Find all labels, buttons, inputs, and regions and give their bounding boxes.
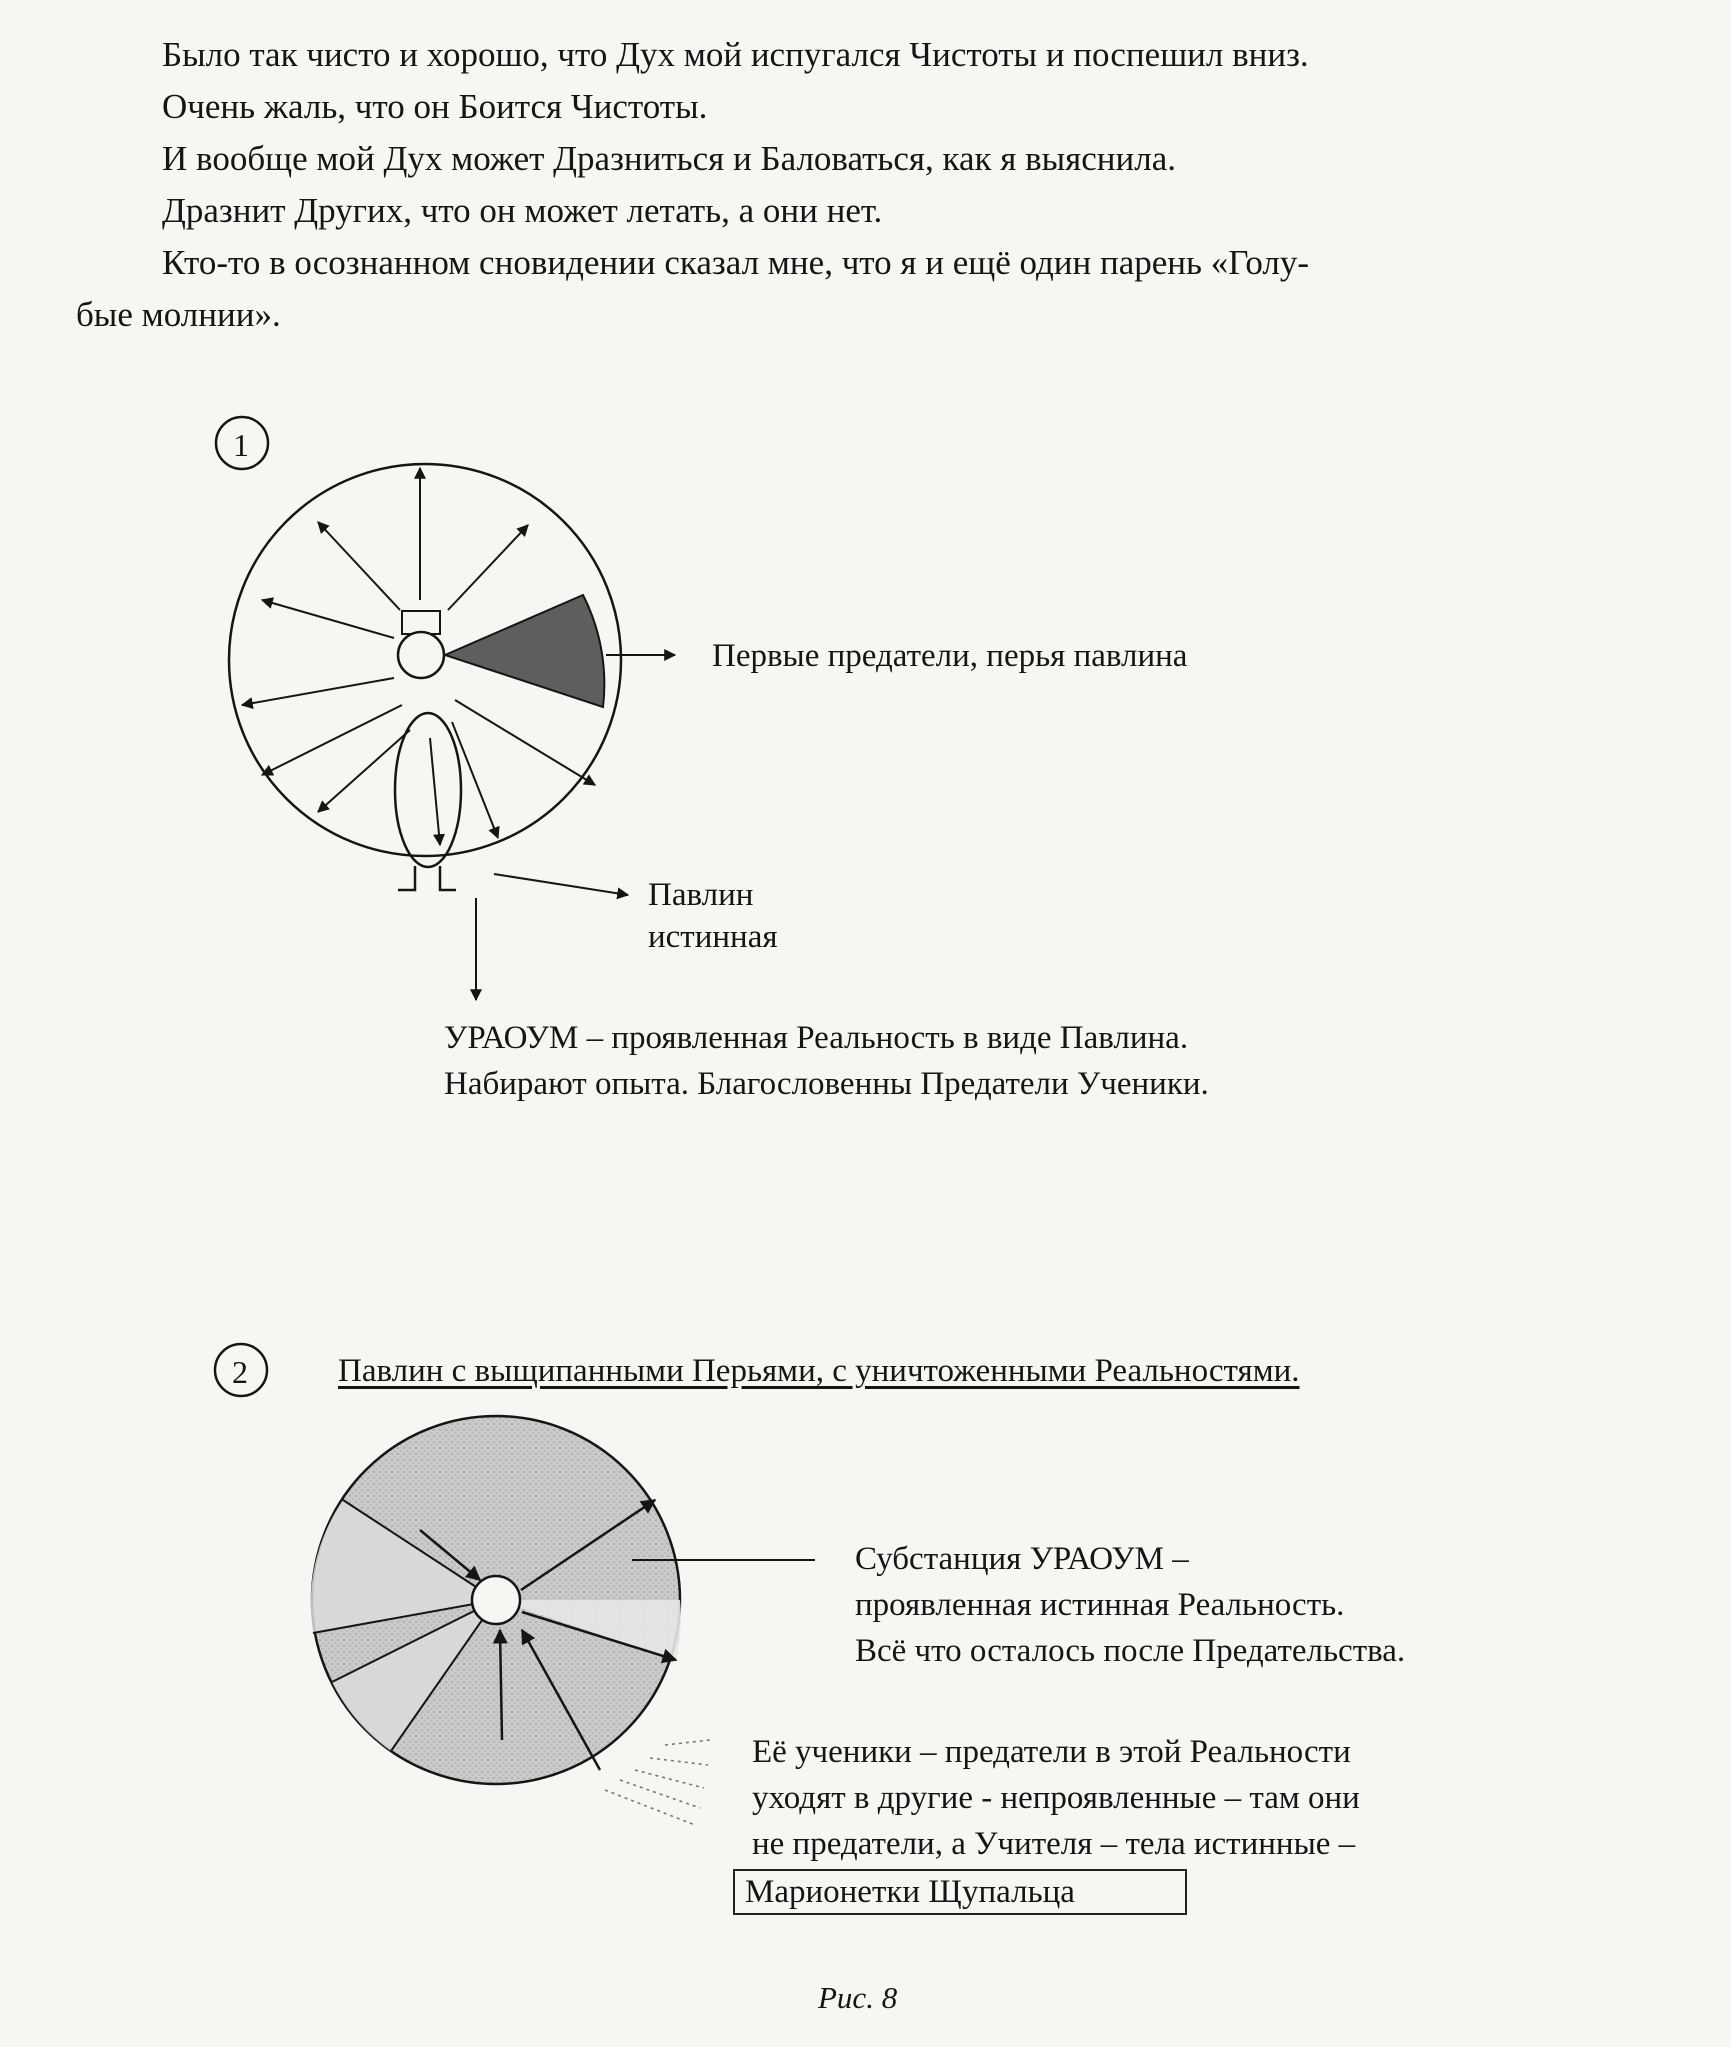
label-first-traitors: Первые предатели, перья павлина — [712, 638, 1188, 674]
paragraph-line-6: бые молнии». — [76, 295, 281, 334]
label-substance-line-2: проявленная истинная Реальность. — [855, 1587, 1345, 1623]
label-students-line-3: не предатели, а Учителя – тела истинные – — [752, 1826, 1356, 1862]
paragraph-line-2: Очень жаль, что он Боится Чистоты. — [162, 87, 708, 126]
students-leader-lines — [605, 1740, 710, 1825]
label-uraoum-line-2: Набирают опыта. Благословенны Предатели Ученики. — [444, 1066, 1209, 1102]
figure-1 — [216, 417, 675, 1000]
label-students-line-1: Её ученики – предатели в этой Реальности — [752, 1734, 1351, 1770]
label-students-line-2: уходят в другие - непроявленные – там они — [752, 1780, 1360, 1816]
arrow-to-peacock-label — [494, 874, 628, 895]
plucked-peacock-head — [472, 1576, 520, 1624]
peacock-head-circle — [398, 632, 444, 678]
label-uraoum-line-1: УРАОУМ – проявленная Реальность в виде Павлина. — [444, 1020, 1189, 1056]
peacock-legs — [398, 866, 456, 890]
peacock-body — [395, 713, 461, 867]
paragraph-line-5: Кто-то в осознанном сновидении сказал мне, что я и ещё один парень «Голу- — [162, 243, 1310, 282]
paragraph-line-4: Дразнит Других, что он может летать, а они нет. — [162, 191, 883, 230]
figure-2 — [215, 1344, 815, 1825]
label-peacock-line-2: истинная — [648, 919, 778, 955]
traitor-feathers-sector — [445, 595, 604, 707]
paragraph-line-3: И вообще мой Дух может Дразниться и Баловаться, как я выяснила. — [162, 139, 1176, 178]
figure-2-number: 2 — [232, 1354, 248, 1390]
figure-1-number: 1 — [233, 427, 249, 463]
paragraph-line-1: Было так чисто и хорошо, что Дух мой испугался Чистоты и поспешил вниз. — [162, 35, 1309, 74]
label-substance-line-1: Субстанция УРАОУМ – — [855, 1541, 1189, 1577]
peacock-head-box — [402, 611, 440, 634]
label-substance-line-3: Всё что осталось после Предательства. — [855, 1633, 1406, 1669]
figure-caption: Рис. 8 — [818, 1980, 898, 2015]
label-peacock-line-1: Павлин — [648, 877, 754, 913]
label-marionettes-box: Марионетки Щупальца — [733, 1869, 1187, 1915]
figure-2-heading: Павлин с выщипанными Перьями, с уничтоженными Реальностями. — [338, 1353, 1300, 1389]
